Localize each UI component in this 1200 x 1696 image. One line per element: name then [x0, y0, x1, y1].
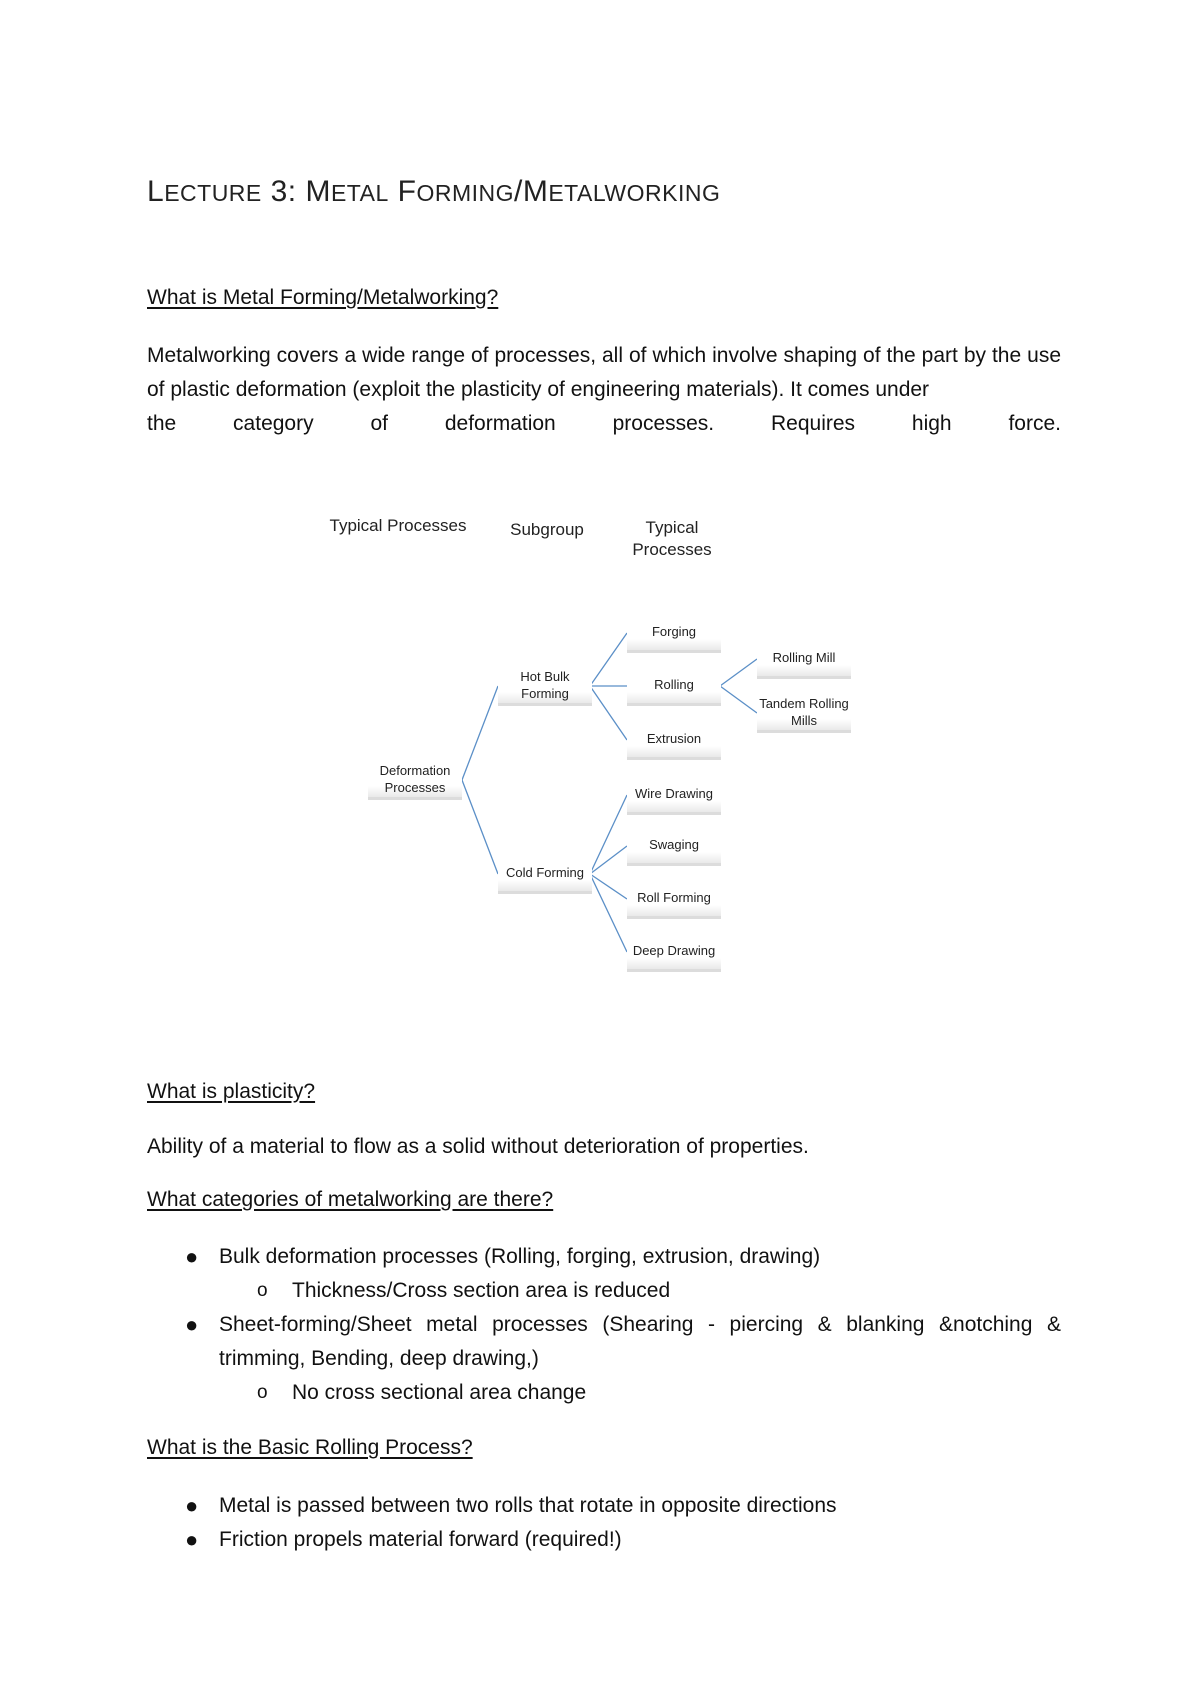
bullet-icon: ● [185, 1493, 199, 1518]
heading-categories: What categories of metalworking are there? [147, 1188, 554, 1211]
node-forging: Forging [627, 613, 721, 653]
node-deep-drawing: Deep Drawing [627, 932, 721, 972]
node-cold-forming: Cold Forming [498, 854, 592, 894]
node-rolling-mill: Rolling Mill [757, 639, 851, 679]
connector-hot-extrusion [590, 686, 627, 740]
connector-cold-deep [590, 874, 627, 952]
bullet-icon: ● [185, 1527, 199, 1552]
list-item: ● Bulk deformation processes (Rolling, forging, extrusion, drawing) [147, 1240, 1061, 1274]
node-roll-forming: Roll Forming [627, 879, 721, 919]
heading-metal-forming: What is Metal Forming/Metalworking? [147, 286, 499, 309]
title-part: LECTURE [147, 175, 262, 208]
connector-hot-forging [590, 633, 627, 686]
rolling-process-list [147, 1489, 1061, 1557]
node-rolling: Rolling [627, 666, 721, 706]
column-header-typical-processes: Typical Processes [329, 516, 467, 535]
node-wire-drawing: Wire Drawing [627, 775, 721, 815]
node-deformation-processes: Deformation Processes [368, 760, 462, 800]
paragraph-line: Metalworking covers a wide range of processes, all of which involve shaping of the part by the use of plastic deformation (exploit the plasticity of engineering materials). It comes under [147, 344, 1061, 401]
node-hot-bulk-forming: Hot Bulk Forming [498, 666, 592, 706]
categories-list [147, 1240, 1061, 1410]
column-header-subgroup: Subgroup [510, 520, 584, 539]
connector-rolling-tandem [720, 686, 757, 713]
paragraph-line-justified: the category of deformation processes. Requires high force. [147, 412, 1061, 435]
title-part: FORMING [388, 175, 514, 208]
heading-rolling-process: What is the Basic Rolling Process? [147, 1436, 473, 1459]
node-swaging: Swaging [627, 826, 721, 866]
title-part: /METALWORKING [514, 175, 721, 208]
connector-cold-swaging [590, 846, 627, 874]
connector-root-cold [462, 780, 498, 874]
node-tandem-rolling-mills: Tandem Rolling Mills [757, 693, 851, 733]
connector-rolling-mill [720, 659, 757, 686]
title-part: 3: METAL [261, 175, 389, 208]
sub-list-item: o Thickness/Cross section area is reduced [147, 1274, 1061, 1308]
list-item: ● Metal is passed between two rolls that rotate in opposite directions [147, 1489, 1061, 1523]
connector-cold-wire [590, 795, 627, 874]
list-item: ● Sheet-forming/Sheet metal processes (Shearing - piercing & blanking &notching & trimming, Bending, deep drawing,) [147, 1308, 1061, 1376]
heading-plasticity: What is plasticity? [147, 1080, 316, 1103]
bullet-icon: ● [185, 1312, 199, 1337]
circle-bullet-icon: o [257, 1280, 268, 1301]
connector-root-hot [462, 686, 498, 780]
list-item: ● Friction propels material forward (required!) [147, 1523, 1061, 1557]
circle-bullet-icon: o [257, 1382, 268, 1403]
bullet-icon: ● [185, 1244, 199, 1269]
paragraph-plasticity: Ability of a material to flow as a solid without deterioration of properties. [147, 1135, 809, 1158]
node-extrusion: Extrusion [627, 720, 721, 760]
sub-list-item: o No cross sectional area change [147, 1376, 1061, 1410]
column-header-typical-processes-2: Typical Processes [632, 518, 712, 559]
